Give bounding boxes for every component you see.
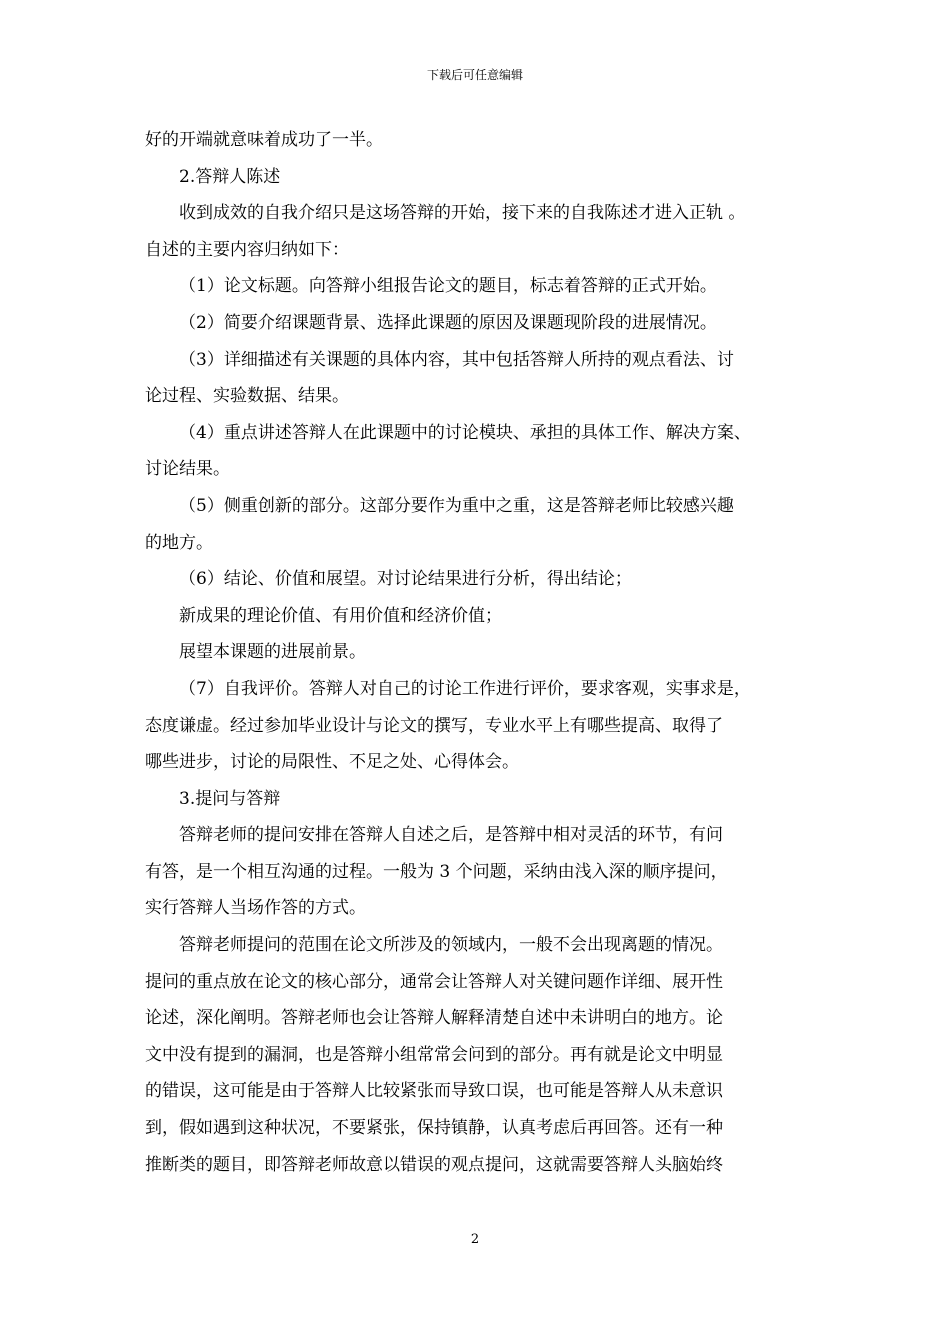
text-line: 的地方。	[145, 532, 213, 553]
text-line: 到，假如遇到这种状况，不要紧张，保持镇静，认真考虑后再回答。还有一种	[145, 1118, 723, 1139]
text-line: 自述的主要内容归纳如下：	[145, 239, 349, 260]
text-line: 讨论结果。	[145, 459, 230, 480]
text-line: （2）简要介绍课题背景、选择此课题的原因及课题现阶段的进展情况。	[179, 312, 717, 333]
text-line: 提问的重点放在论文的核心部分，通常会让答辩人对关键问题作详细、展开性	[145, 971, 723, 992]
text-line: 论过程、实验数据、结果。	[145, 386, 349, 407]
text-line: （7）自我评价。答辩人对自己的讨论工作进行评价，要求客观，实事求是，	[179, 678, 751, 699]
page-number: 2	[470, 1232, 480, 1247]
page-header: 下载后可任意编辑	[426, 68, 523, 82]
text-line: 有答，是一个相互沟通的过程。一般为 3 个问题，采纳由浅入深的顺序提问，	[145, 861, 728, 882]
text-line: 文中没有提到的漏洞，也是答辩小组常常会问到的部分。再有就是论文中明显	[145, 1044, 723, 1065]
document-body	[145, 122, 810, 1183]
text-line: （3）详细描述有关课题的具体内容，其中包括答辩人所持的观点看法、讨	[179, 349, 734, 370]
text-line: 展望本课题的进展前景。	[179, 642, 366, 663]
text-line: 态度谦虚。经过参加毕业设计与论文的撰写，专业水平上有哪些提高、取得了	[145, 715, 723, 736]
text-line: （4）重点讲述答辩人在此课题中的讨论模块、承担的具体工作、解决方案、	[179, 422, 751, 443]
text-line: 推断类的题目，即答辩老师故意以错误的观点提问，这就需要答辩人头脑始终	[145, 1154, 723, 1175]
text-line: （6）结论、价值和展望。对讨论结果进行分析，得出结论；	[179, 569, 632, 590]
text-line: 论述，深化阐明。答辩老师也会让答辩人解释清楚自述中未讲明白的地方。论	[145, 1008, 723, 1029]
text-line: 收到成效的自我介绍只是这场答辩的开始，接下来的自我陈述才进入正轨 。	[179, 203, 746, 224]
text-line: 3.提问与答辩	[179, 788, 281, 809]
text-line: 2.答辩人陈述	[179, 166, 281, 187]
text-line: 答辩老师的提问安排在答辩人自述之后，是答辩中相对灵活的环节，有问	[179, 825, 723, 846]
text-line: （5）侧重创新的部分。这部分要作为重中之重，这是答辩老师比较感兴趣	[179, 495, 734, 516]
text-line: 的错误，这可能是由于答辩人比较紧张而导致口误，也可能是答辩人从未意识	[145, 1081, 723, 1102]
text-line: 好的开端就意味着成功了一半。	[145, 130, 383, 150]
text-line: 新成果的理论价值、有用价值和经济价值；	[179, 605, 502, 626]
text-line: 实行答辩人当场作答的方式。	[145, 898, 366, 919]
text-line: 答辩老师提问的范围在论文所涉及的领域内，一般不会出现离题的情况。	[179, 935, 723, 956]
text-line: 哪些进步，讨论的局限性、不足之处、心得体会。	[145, 752, 519, 773]
text-line: （1）论文标题。向答辩小组报告论文的题目，标志着答辩的正式开始。	[179, 276, 717, 297]
